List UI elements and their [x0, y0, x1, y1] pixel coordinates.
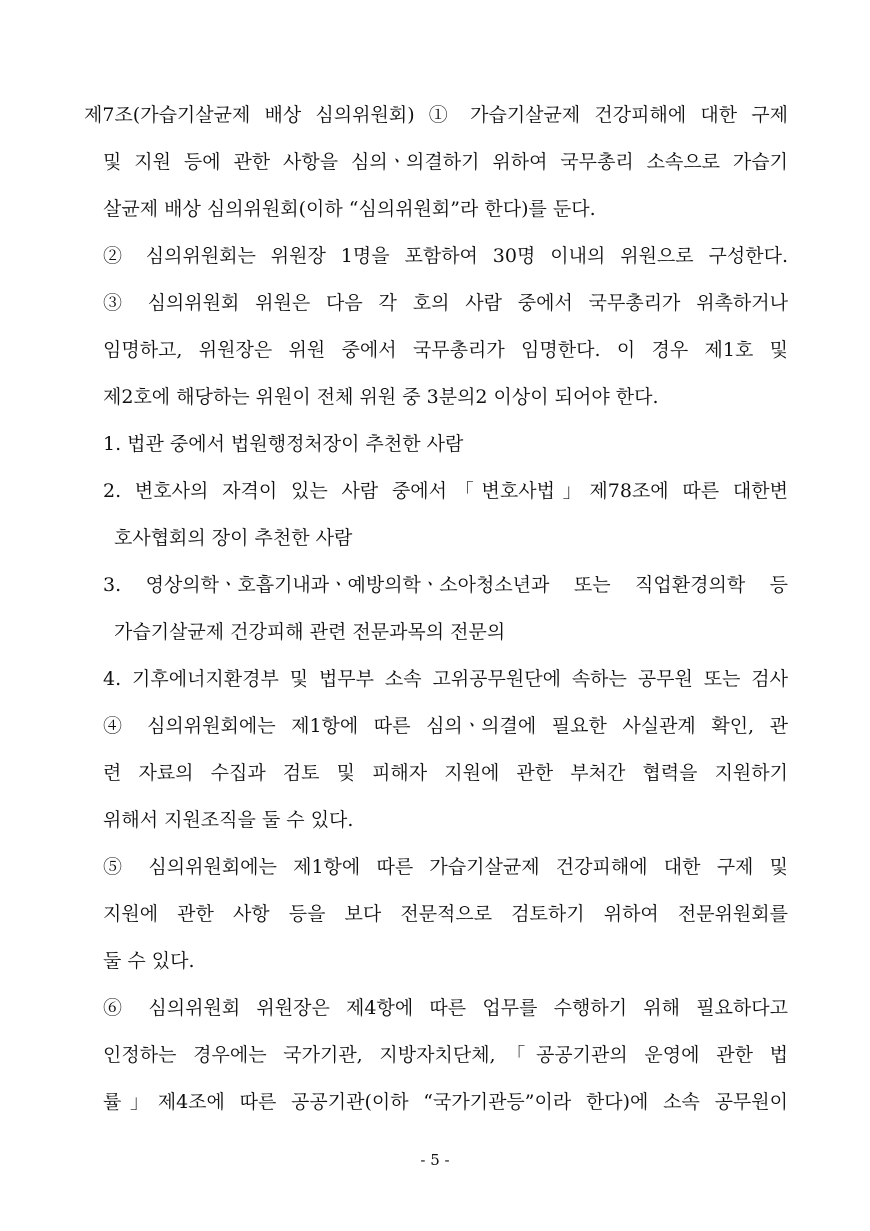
article-7-heading-line: 제7조(가습기살균제 배상 심의위원회) ① 가습기살균제 건강피해에 대한 구제 — [84, 104, 788, 126]
paragraph-6-line: ⑥ 심의위원회 위원장은 제4항에 따른 업무를 수행하기 위해 필요하다고 — [103, 997, 788, 1019]
paragraph-4-line: ④ 심의위원회에는 제1항에 따른 심의ㆍ의결에 필요한 사실관계 확인, 관 — [103, 715, 788, 737]
page-number: - 5 - — [420, 1151, 450, 1169]
list-item-3-continuation: 가습기살균제 건강피해 관련 전문과목의 전문의 — [114, 621, 506, 643]
text-line: 임명하고, 위원장은 위원 중에서 국무총리가 임명한다. 이 경우 제1호 및 — [103, 339, 788, 361]
paragraph-2-line: ② 심의위원회는 위원장 1명을 포함하여 30명 이내의 위원으로 구성한다. — [103, 245, 788, 267]
text-line: 둘 수 있다. — [103, 950, 195, 972]
paragraph-3-line: ③ 심의위원회 위원은 다음 각 호의 사람 중에서 국무총리가 위촉하거나 — [103, 292, 788, 314]
list-item-1-line: 1. 법관 중에서 법원행정처장이 추천한 사람 — [103, 433, 464, 455]
text-line: 련 자료의 수집과 검토 및 피해자 지원에 관한 부처간 협력을 지원하기 — [103, 762, 788, 784]
list-item-2-continuation: 호사협회의 장이 추천한 사람 — [114, 527, 353, 549]
text-line: 살균제 배상 심의위원회(이하 “심의위원회”라 한다)를 둔다. — [103, 198, 596, 220]
text-line: 위해서 지원조직을 둘 수 있다. — [103, 809, 354, 831]
text-line: 률」제4조에 따른 공공기관(이하 “국가기관등”이라 한다)에 소속 공무원이 — [103, 1091, 788, 1113]
text-line: 인정하는 경우에는 국가기관, 지방자치단체,「공공기관의 운영에 관한 법 — [103, 1044, 788, 1066]
list-item-2-line: 2. 변호사의 자격이 있는 사람 중에서「변호사법」제78조에 따른 대한변 — [103, 480, 788, 502]
text-line: 지원에 관한 사항 등을 보다 전문적으로 검토하기 위하여 전문위원회를 — [103, 903, 788, 925]
list-item-3-line: 3. 영상의학ㆍ호흡기내과ㆍ예방의학ㆍ소아청소년과 또는 직업환경의학 등 — [103, 574, 788, 596]
list-item-4-line: 4. 기후에너지환경부 및 법무부 소속 고위공무원단에 속하는 공무원 또는 검사 — [103, 668, 788, 690]
text-line: 및 지원 등에 관한 사항을 심의ㆍ의결하기 위하여 국무총리 소속으로 가습기 — [103, 151, 788, 173]
paragraph-5-line: ⑤ 심의위원회에는 제1항에 따른 가습기살균제 건강피해에 대한 구제 및 — [103, 856, 788, 878]
text-line: 제2호에 해당하는 위원이 전체 위원 중 3분의2 이상이 되어야 한다. — [103, 386, 659, 408]
